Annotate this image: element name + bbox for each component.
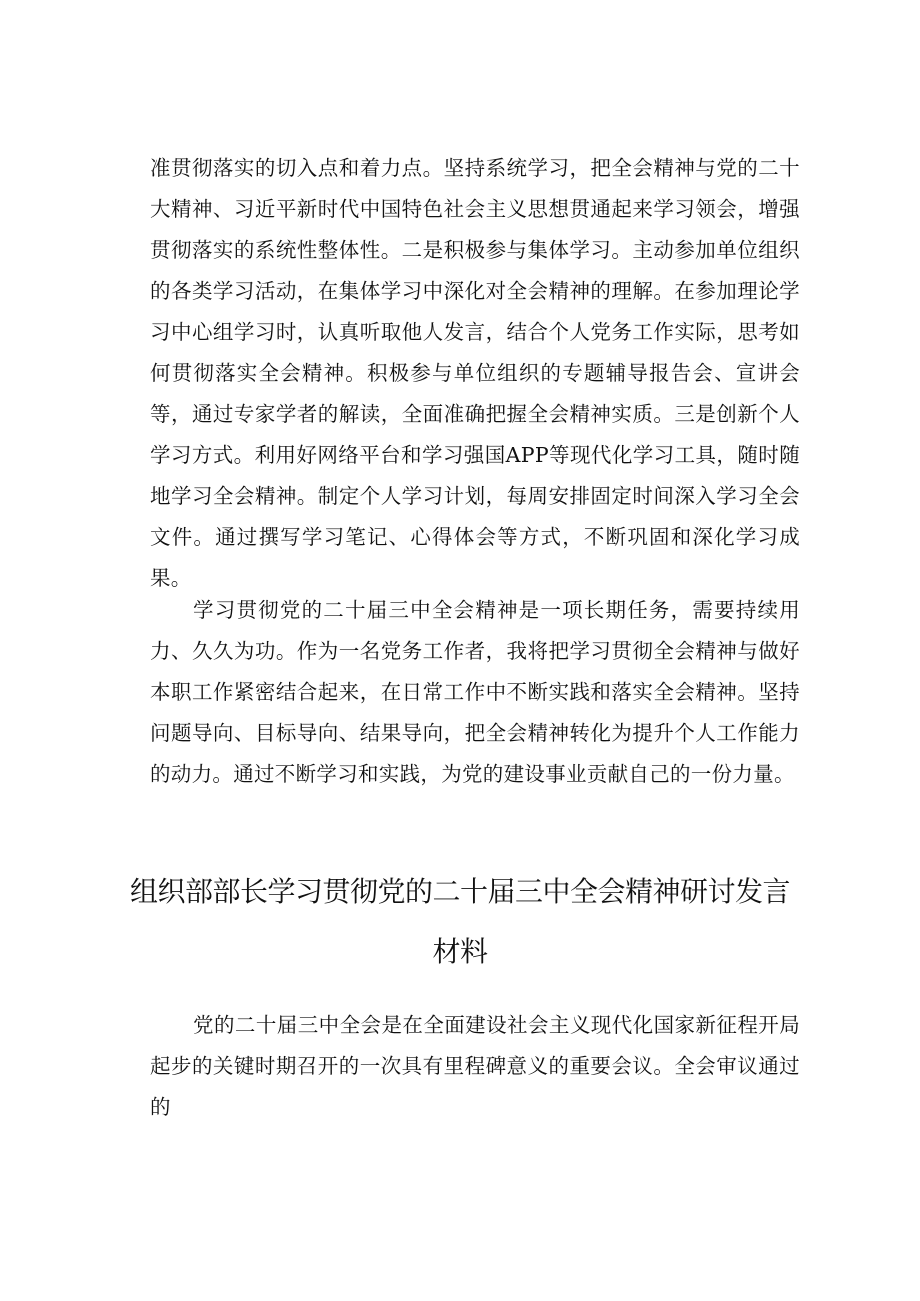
body-paragraph <box>150 590 800 795</box>
paragraph-text: 学习贯彻党的二十届三中全会精神是一项长期任务，需要持续用力、久久为功。作为一名党务工作者，我将把学习贯彻全会精神与做好本职工作紧密结合起来，在日常工作中不断实践和落实全会精神。坚持问题导向、目标导向、结果导向，把全会精神转化为提升个人工作能力的动力。通过不断学习和实践，为党的建设事业贡献自己的一份力量。 <box>150 598 800 786</box>
paragraph-text: 准贯彻落实的切入点和着力点。坚持系统学习，把全会精神与党的二十大精神、习近平新时代中国特色社会主义思想贯通起来学习领会，增强贯彻落实的系统性整体性。二是积极参与集体学习。主动参加单位组织的各类学习活动，在集体学习中深化对全会精神的理解。在参加理论学习中心组学习时，认真听取他人发言，结合个人党务工作实际，思考如何贯彻落实全会精神。积极参与单位组织的专题辅导报告会、宣讲会等，通过专家学者的解读，全面准确把握全会精神实质。三是创新个人学习方式。利用好网络平台和学习强国APP等现代化学习工具，随时随地学习全会精神。制定个人学习计划，每周安排固定时间深入学习全会文件。通过撰写学习笔记、心得体会等方式，不断巩固和深化学习成果。 <box>150 156 800 590</box>
body-paragraph-continued <box>150 148 800 599</box>
body-paragraph <box>150 1005 800 1128</box>
paragraph-text: 党的二十届三中全会是在全面建设社会主义现代化国家新征程开局起步的关键时期召开的一次具有里程碑意义的重要会议。全会审议通过的 <box>150 1013 800 1119</box>
section-title: 组织部部长学习贯彻党的二十届三中全会精神研讨发言材料 <box>129 875 790 968</box>
